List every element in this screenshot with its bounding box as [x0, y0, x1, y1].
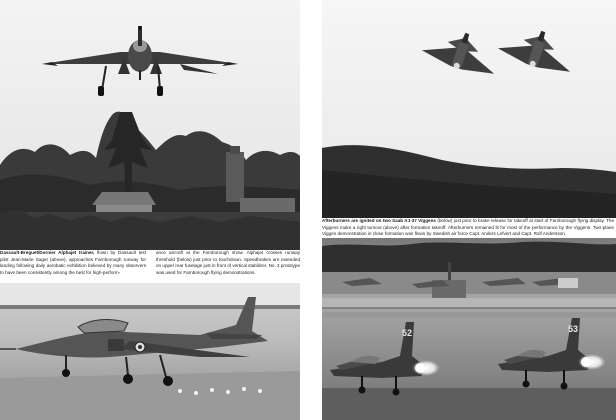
viggen-caption-text: (below) just prior to brake release for takeoff at start of Farnborough flying display. The Viggens make a right turnout (above) after formation takeoff. Afterburners remained lit for most of the performance by the Viggens. Two-plane Viggen demonstration in close formation was flown by Swedish air force Capt. Anders Lefvert and Capt. Rolf Andersson.: [322, 218, 615, 237]
tower: [226, 152, 244, 202]
viggen-number-52: 52: [402, 328, 413, 338]
alphajet-caption-col1: [0, 250, 146, 276]
viggen-afterburner-scene: [322, 238, 616, 420]
viggen-caption-title: Afterburners are ignited on two Saab AJ-37 Viggens: [322, 218, 436, 223]
alphajet-caption-text1: flown by Dassault test pilot Jean-Marie Saget (above), approaches Farnborough runway for landing following daily aerobatic exhibition believed by many observers to have been consistently among the best for high-perform-: [0, 250, 146, 275]
left-page: [0, 0, 300, 420]
viggen-number-53: 53: [568, 324, 579, 334]
viggen-formation-photo: [322, 0, 616, 218]
alphajet-landing-photo: [0, 0, 300, 250]
building-roof: [92, 192, 156, 205]
viggen-formation-scene: [322, 0, 616, 218]
alphajet-caption-title: Dassault-Breguet/Dornier Alphajet trainer,: [0, 250, 95, 255]
alphajet-landing-scene: [0, 0, 300, 250]
viggen-caption: [322, 218, 614, 238]
alphajet-caption-col2: [156, 250, 300, 276]
alphajet-touchdown-photo: [0, 283, 300, 420]
alphajet-touchdown-scene: [0, 283, 300, 420]
alphajet-caption-text2: ance aircraft at the Farnborough show. Alphajet crosses runway threshold (below) just prior to touchdown. Speedbrakes are extended on upper rear fuselage just in front of vertical stabilizer. No. 2 prototype was used for Farnborough flying demonstrations.: [156, 250, 300, 275]
viggen-afterburner-photo: [322, 238, 616, 420]
right-page: [316, 0, 616, 420]
